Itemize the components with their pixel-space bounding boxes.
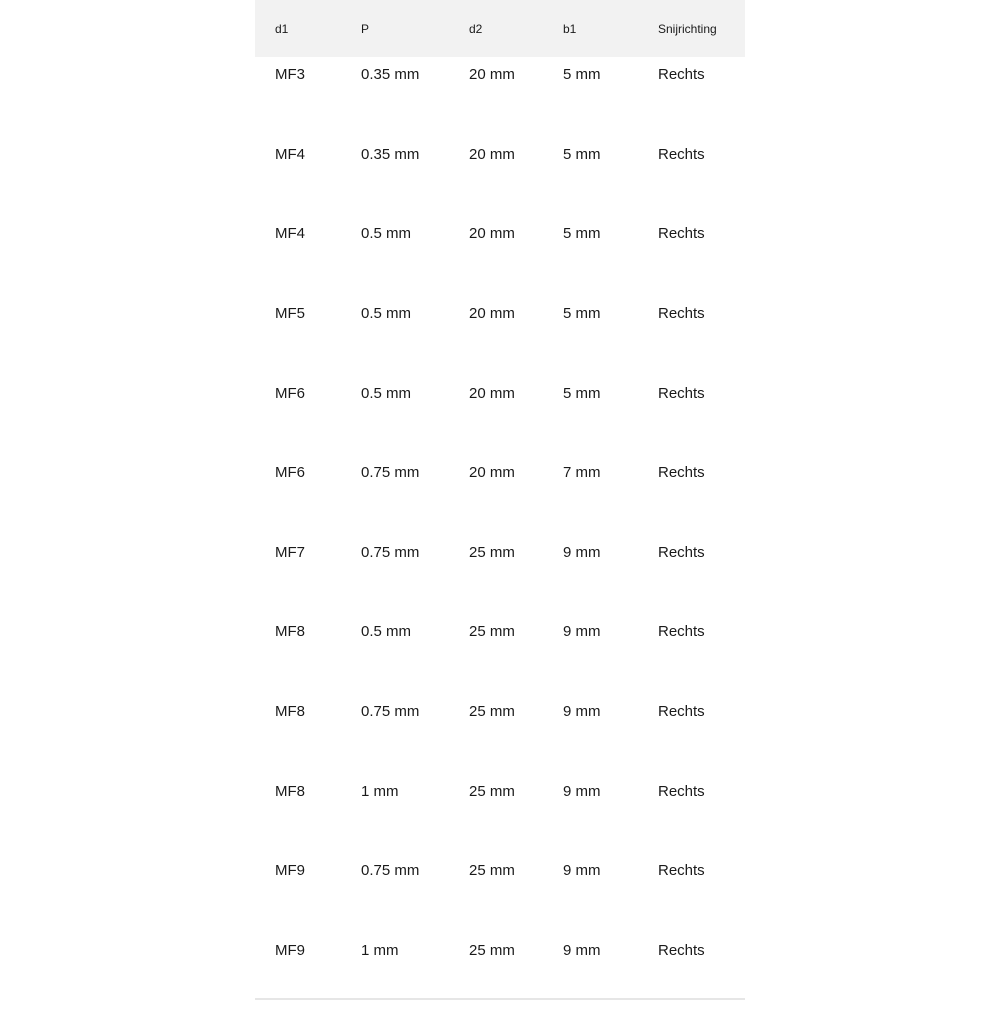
table-cell-b1: 5 mm (563, 384, 601, 402)
table-cell-b1: 9 mm (563, 543, 601, 561)
table-cell-snijrichting: Rechts (658, 782, 705, 800)
table-cell-b1: 5 mm (563, 66, 601, 84)
table-cell-d1: MF4 (275, 225, 305, 243)
table-cell-d2: 20 mm (469, 384, 515, 402)
table-cell-snijrichting: Rechts (658, 941, 705, 959)
table-row (255, 137, 745, 217)
table-cell-b1: 9 mm (563, 782, 601, 800)
table-cell-p: 0.75 mm (361, 862, 420, 880)
table-body (255, 57, 745, 1012)
table-cell-d1: MF4 (275, 145, 305, 163)
table-row (255, 694, 745, 774)
table-cell-d1: MF8 (275, 623, 305, 641)
table-cell-d2: 25 mm (469, 703, 515, 721)
table-cell-b1: 9 mm (563, 941, 601, 959)
table-cell-d2: 20 mm (469, 145, 515, 163)
table-cell-b1: 5 mm (563, 305, 601, 323)
table-cell-p: 0.5 mm (361, 225, 412, 243)
table-cell-snijrichting: Rechts (658, 145, 705, 163)
table-cell-snijrichting: Rechts (658, 623, 705, 641)
table-cell-d1: MF6 (275, 464, 305, 482)
table-cell-d2: 20 mm (469, 464, 515, 482)
table-cell-d2: 25 mm (469, 623, 515, 641)
table-cell-d2: 25 mm (469, 862, 515, 880)
table-cell-d1: MF8 (275, 703, 305, 721)
table-row (255, 853, 745, 933)
table-cell-snijrichting: Rechts (658, 225, 705, 243)
table-cell-p: 1 mm (361, 782, 399, 800)
table-cell-p: 0.5 mm (361, 305, 412, 323)
table-cell-snijrichting: Rechts (658, 703, 705, 721)
table-cell-d2: 20 mm (469, 305, 515, 323)
table-cell-b1: 9 mm (563, 623, 601, 641)
table-cell-d2: 25 mm (469, 782, 515, 800)
table-cell-d1: MF7 (275, 543, 305, 561)
table-cell-d1: MF3 (275, 66, 305, 84)
table-cell-d1: MF6 (275, 384, 305, 402)
table-cell-b1: 5 mm (563, 225, 601, 243)
table-cell-d1: MF8 (275, 782, 305, 800)
table-cell-snijrichting: Rechts (658, 862, 705, 880)
table-cell-p: 0.75 mm (361, 464, 420, 482)
table-cell-d2: 20 mm (469, 225, 515, 243)
table-cell-d1: MF5 (275, 305, 305, 323)
table-row (255, 375, 745, 455)
column-header-d1: d1 (275, 21, 289, 36)
table-row (255, 57, 745, 137)
table-cell-p: 1 mm (361, 941, 399, 959)
table-cell-snijrichting: Rechts (658, 464, 705, 482)
table-cell-d1: MF9 (275, 862, 305, 880)
table-cell-d2: 25 mm (469, 941, 515, 959)
spec-table (255, 0, 745, 1012)
table-row (255, 535, 745, 615)
table-cell-p: 0.5 mm (361, 623, 412, 641)
table-row (255, 933, 745, 1012)
table-cell-p: 0.75 mm (361, 703, 420, 721)
table-row (255, 614, 745, 694)
table-cell-b1: 9 mm (563, 703, 601, 721)
table-cell-p: 0.35 mm (361, 66, 420, 84)
table-cell-b1: 5 mm (563, 145, 601, 163)
table-cell-snijrichting: Rechts (658, 384, 705, 402)
table-cell-snijrichting: Rechts (658, 305, 705, 323)
column-header-d2: d2 (469, 21, 483, 36)
table-cell-d1: MF9 (275, 941, 305, 959)
table-cell-p: 0.75 mm (361, 543, 420, 561)
column-header-snijrichting: Snijrichting (658, 21, 717, 36)
table-cell-snijrichting: Rechts (658, 543, 705, 561)
header-row (255, 0, 745, 57)
table-cell-d2: 25 mm (469, 543, 515, 561)
table-cell-p: 0.35 mm (361, 145, 420, 163)
table-row (255, 455, 745, 535)
table-cell-b1: 7 mm (563, 464, 601, 482)
table-cell-snijrichting: Rechts (658, 66, 705, 84)
table-cell-b1: 9 mm (563, 862, 601, 880)
table-row (255, 296, 745, 376)
spec-table-container (255, 0, 745, 1000)
table-cell-p: 0.5 mm (361, 384, 412, 402)
table-row (255, 773, 745, 853)
table-row (255, 216, 745, 296)
column-header-p: P (361, 21, 370, 36)
table-header (255, 0, 745, 57)
table-cell-d2: 20 mm (469, 66, 515, 84)
column-header-b1: b1 (563, 21, 577, 36)
